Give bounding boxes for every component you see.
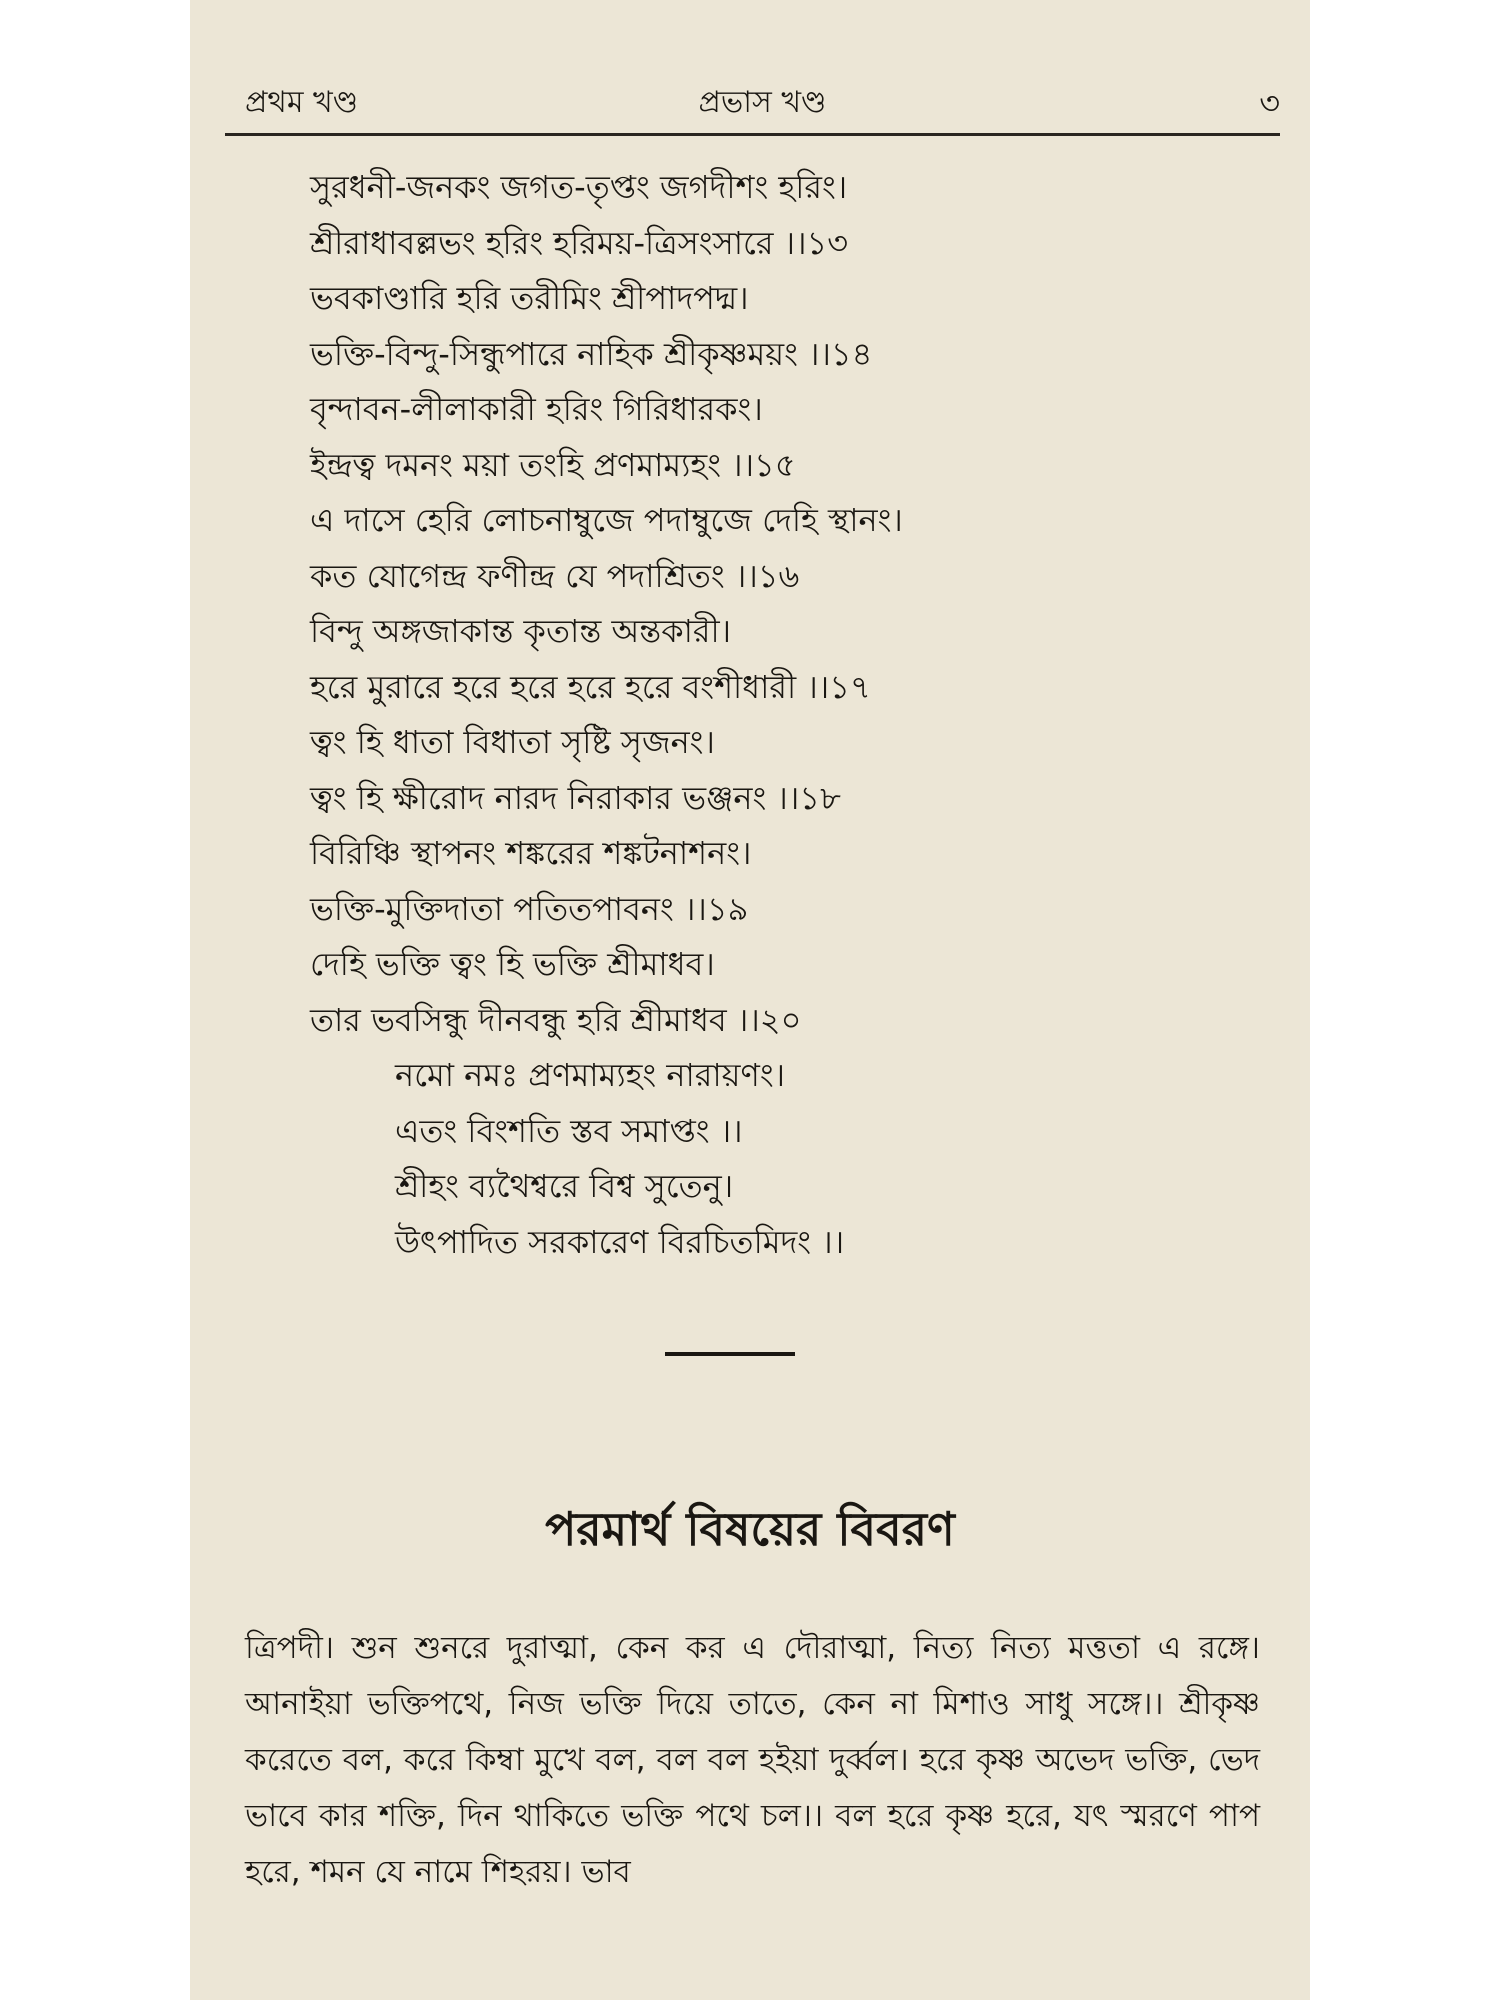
prose-block — [245, 1620, 1260, 1900]
verse-line: বৃন্দাবন-লীলাকারী হরিং গিরিধারকং। — [310, 390, 763, 428]
verse-line: এ দাসে হেরি লোচনাম্বুজে পদাম্বুজে দেহি স্থানং। — [310, 501, 903, 539]
verse-line: ত্বং হি ক্ষীরোদ নারদ নিরাকার ভঞ্জনং ।।১৮ — [310, 778, 841, 817]
verse-line: তার ভবসিন্ধু দীনবন্ধু হরি শ্রীমাধব ।।২০ — [310, 1000, 802, 1039]
page-number: ৩ — [1259, 84, 1280, 122]
verse-line: ভবকাণ্ডারি হরি তরীমিং শ্রীপাদপদ্ম। — [310, 279, 749, 317]
closing-verse-line: শ্রীহং ব্যথৈশ্বরে বিশ্ব সুতেনু। — [395, 1167, 734, 1205]
prose-paragraph: ত্রিপদী। শুন শুনরে দুরাত্মা, কেন কর এ দৌরাত্মা, নিত্য নিত্য মত্ততা এ রঙ্গে। আনাইয়া ভক্তিপথে, নিজ ভক্তি দিয়ে তাতে, কেন না মিশাও সাধু সঙ্গে।। শ্রীকৃষ্ণ করেতে বল, করে কিম্বা মুখে বল, বল বল হইয়া দুর্ব্বল। হরে কৃষ্ণ অভেদ ভক্তি, ভেদ ভাবে কার শক্তি, দিন থাকিতে ভক্তি পথে চল।। বল হরে কৃষ্ণ হরে, যৎ স্মরণে পাপ হরে, শমন যে নামে শিহরয়। ভাব — [245, 1630, 1260, 1890]
verse-block — [310, 160, 903, 1270]
verse-line: ইন্দ্রত্ব দমনং ময়া তংহি প্রণমাম্যহং ।।১৫ — [310, 445, 796, 484]
verse-line: বিরিঞ্চি স্থাপনং শঙ্করের শঙ্কটনাশনং। — [310, 834, 752, 872]
verse-line: সুরধনী-জনকং জগত-তৃপ্তং জগদীশং হরিং। — [310, 168, 848, 206]
header-rule — [225, 133, 1280, 136]
verse-line: শ্রীরাধাবল্লভং হরিং হরিময়-ত্রিসংসারে ।।১৩ — [310, 223, 849, 262]
closing-verse-line: নমো নমঃ প্রণমাম্যহং নারায়ণং। — [395, 1056, 786, 1094]
section-title: পরমার্থ বিষয়ের বিবরণ — [545, 1502, 955, 1556]
verse-line: দেহি ভক্তি ত্বং হি ভক্তি শ্রীমাধব। — [310, 945, 715, 983]
book-page — [190, 0, 1310, 2000]
verse-line: ত্বং হি ধাতা বিধাতা সৃষ্টি সৃজনং। — [310, 723, 715, 761]
verse-line: ভক্তি-বিন্দু-সিন্ধুপারে নাহিক শ্রীকৃষ্ণময়ং ।।১৪ — [310, 334, 873, 373]
closing-verse-line: উৎপাদিত সরকারেণ বিরচিতমিদং ।। — [395, 1222, 845, 1261]
verse-line: বিন্দু অঙ্গজাকান্ত কৃতান্ত অন্তকারী। — [310, 612, 732, 650]
verse-line: হরে মুরারে হরে হরে হরে হরে বংশীধারী ।।১৭ — [310, 667, 871, 706]
section-separator — [665, 1352, 795, 1356]
verse-line: কত যোগেন্দ্র ফণীন্দ্র যে পদাশ্রিতং ।।১৬ — [310, 556, 800, 595]
verse-line: ভক্তি-মুক্তিদাতা পতিতপাবনং ।।১৯ — [310, 889, 749, 928]
chapter-label: প্রথম খণ্ড — [245, 85, 359, 120]
running-head — [245, 78, 1280, 124]
closing-verse-line: এতং বিংশতি স্তব সমাপ্তং ।। — [395, 1111, 743, 1150]
section-label: প্রভাস খণ্ড — [698, 85, 827, 120]
